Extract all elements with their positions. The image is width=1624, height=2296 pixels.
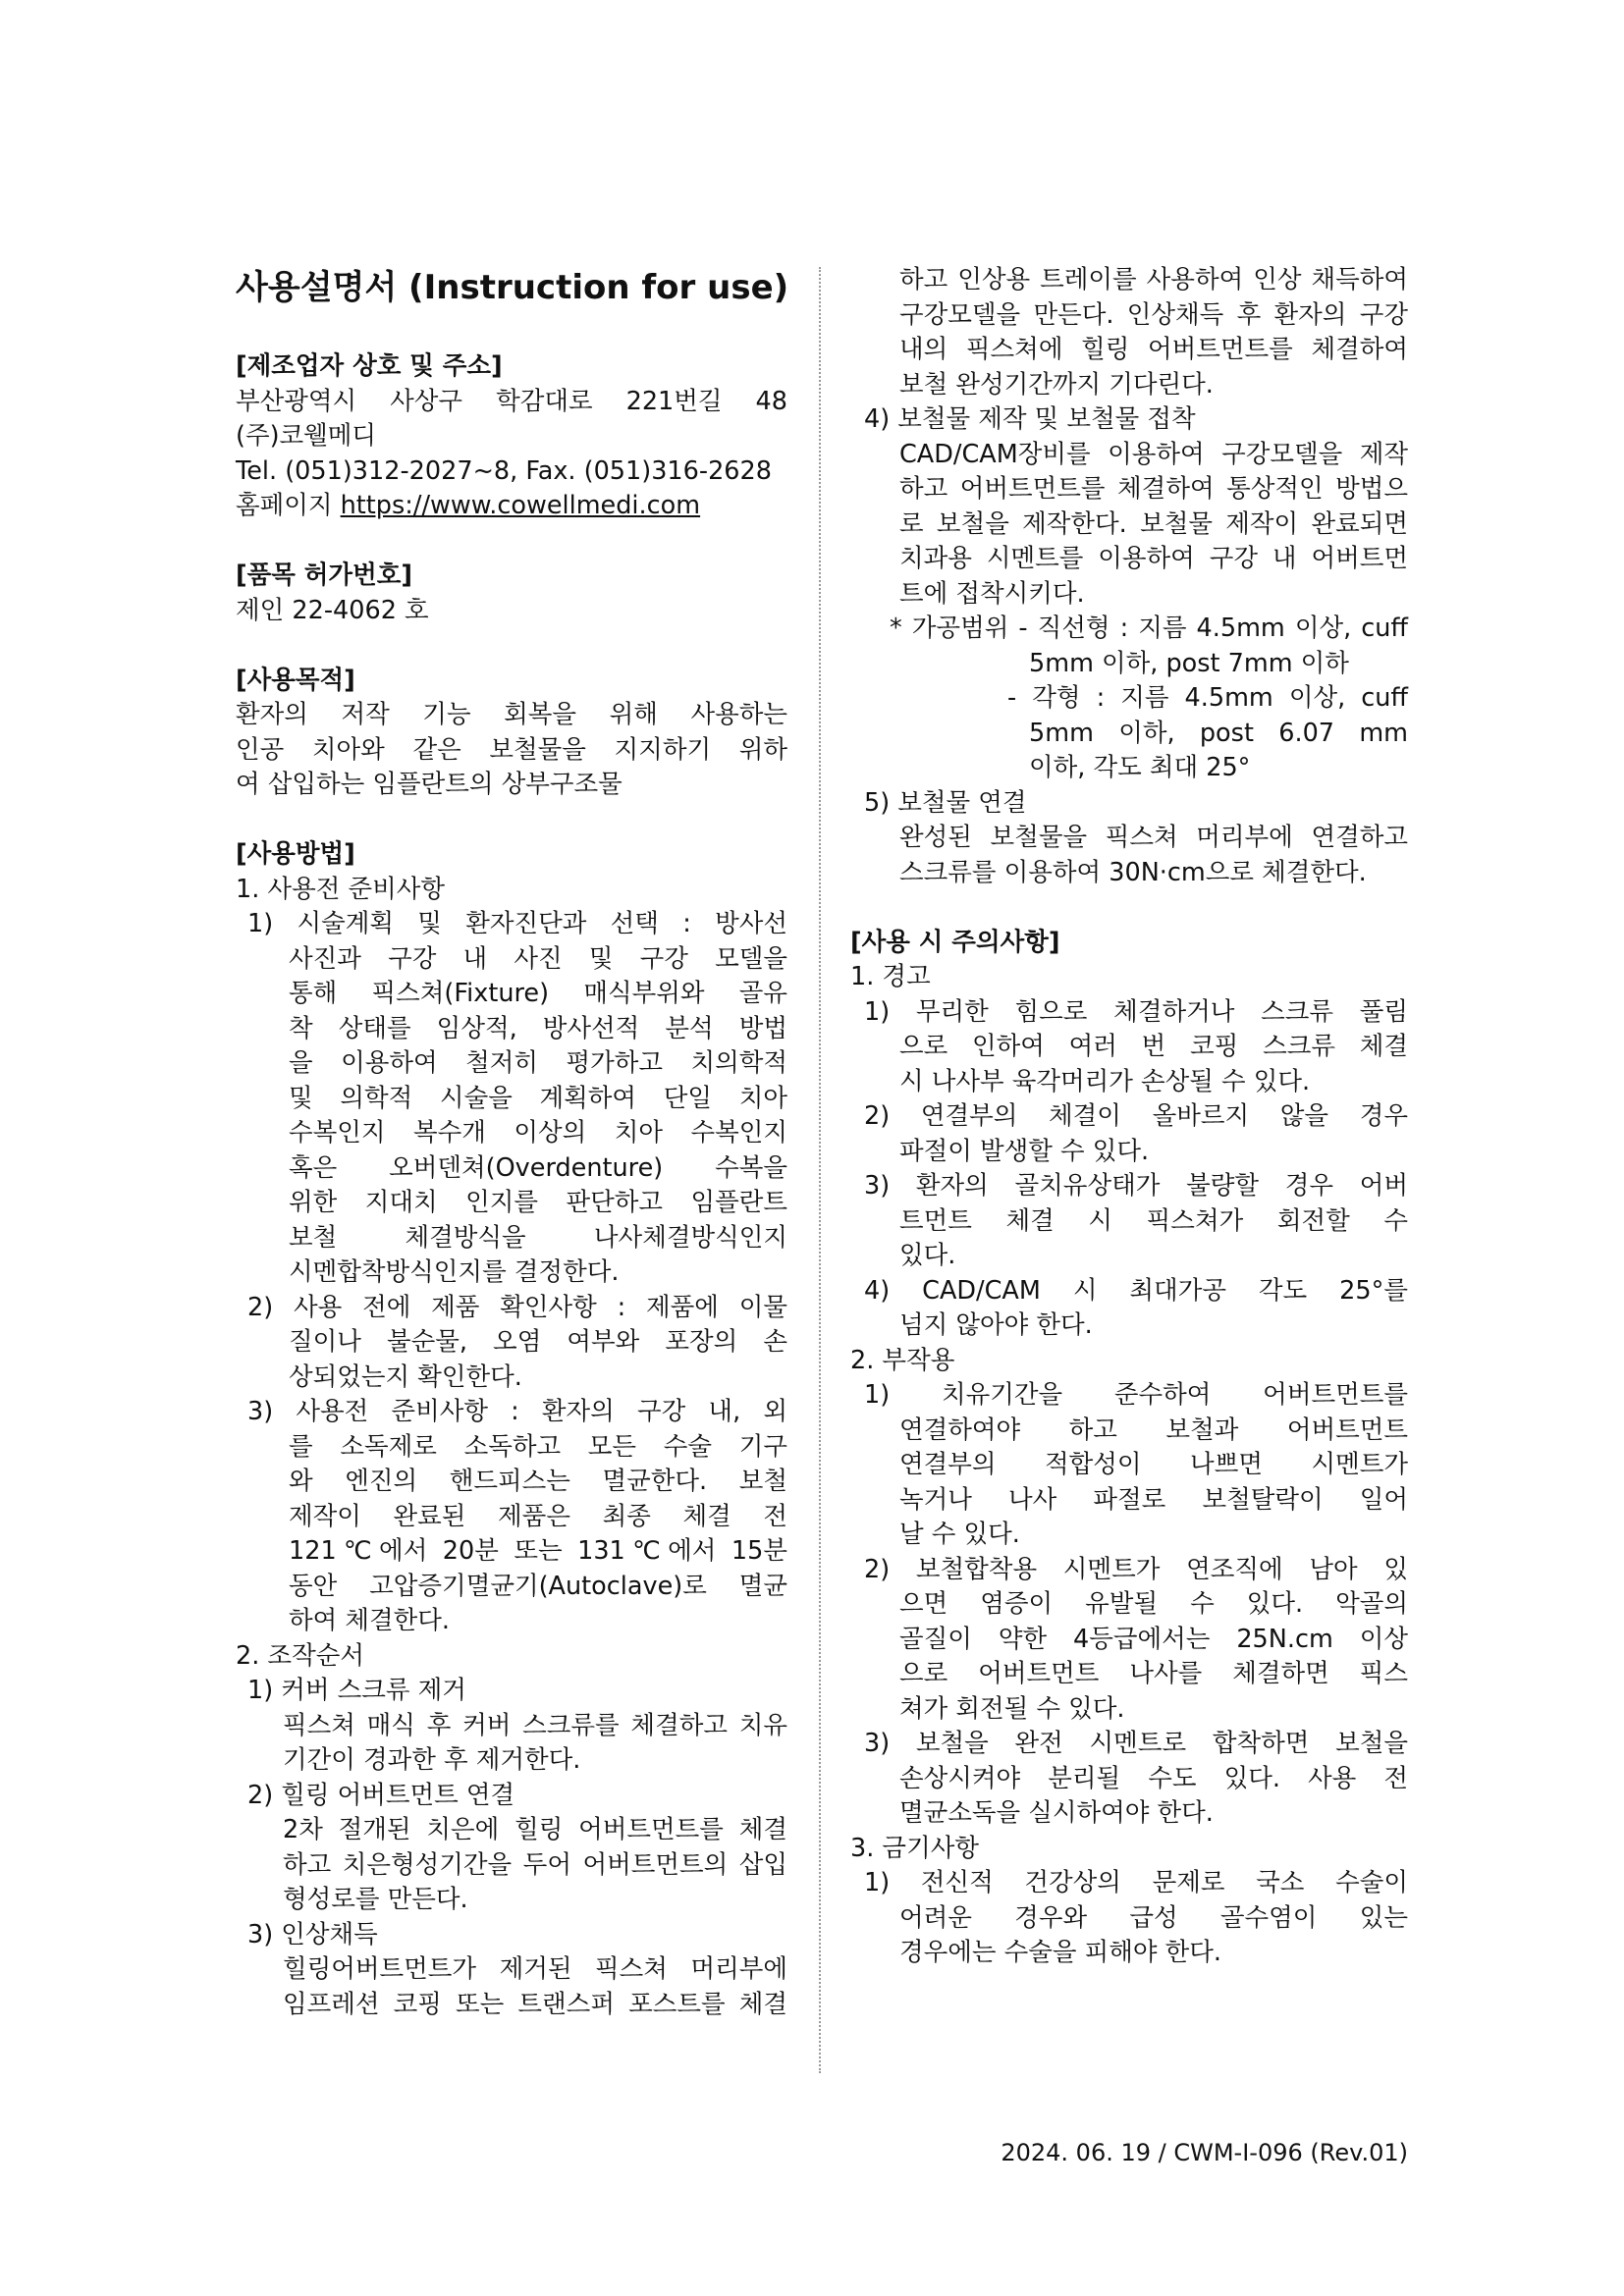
- side-effect-item3-line: 3) 보철을 완전 시멘트로 합착하면 보철을: [864, 1729, 1408, 1758]
- processing-range-line: * 가공범위 - 직선형 : 지름 4.5mm 이상, cuff: [890, 614, 1408, 643]
- usage-s1-item3-line: 제작이 완료된 제품은 최종 체결 전: [289, 1501, 787, 1531]
- usage-s1-item1-line: 수복인지 복수개 이상의 치아 수복인지: [289, 1118, 787, 1148]
- warning-item4-line: 4) CAD/CAM 시 최대가공 각도 25°를: [864, 1275, 1408, 1306]
- usage-s2-item4-line: 로 보철을 제작한다. 보철물 제작이 완료되면: [899, 508, 1408, 539]
- section-title: 3. 금기사항: [850, 1833, 979, 1863]
- warning-item3-line: 트먼트 체결 시 픽스쳐가 회전할 수: [899, 1205, 1408, 1236]
- side-effect-item2-line: 2) 보철합착용 시멘트가 연조직에 남아 있: [864, 1554, 1408, 1584]
- processing-range-line: - 각형 : 지름 4.5mm 이상, cuff: [1007, 683, 1408, 713]
- left-column: [236, 263, 787, 2022]
- usage-s2-item5-title: 5) 보철물 연결: [864, 787, 1027, 818]
- usage-s1-item1-line: 위한 지대치 인지를 판단하고 임플란트: [289, 1188, 787, 1217]
- homepage-label: 홈페이지: [236, 491, 341, 520]
- section-title: 2. 부작용: [850, 1345, 955, 1375]
- section-title: 1. 사용전 준비사항: [236, 874, 445, 904]
- usage-s1-item1-line: 보철 체결방식을 나사체결방식인지: [289, 1222, 787, 1253]
- usage-s2-item3-title: 3) 인상채득: [247, 1919, 378, 1949]
- contraindication-item1-line: 경우에는 수술을 피해야 한다.: [899, 1938, 1222, 1967]
- manufacturer-heading: [제조업자 상호 및 주소]: [236, 351, 503, 381]
- side-effect-item1-line: 녹거나 나사 파절로 보철탈락이 일어: [899, 1484, 1408, 1515]
- warning-item2-line: 2) 연결부의 체결이 올바르지 않을 경우: [864, 1101, 1408, 1131]
- usage-s2-item1-line: 기간이 경과한 후 제거한다.: [283, 1745, 581, 1775]
- section-title: 1. 경고: [850, 962, 931, 991]
- purpose-line: 환자의 저작 기능 회복을 위해 사용하는: [236, 700, 787, 729]
- usage-s1-item1-line: 사진과 구강 내 사진 및 구강 모델을: [289, 943, 787, 974]
- usage-s2-item3-line: 내의 픽스쳐에 힐링 어버트먼트를 체결하여: [899, 335, 1408, 364]
- cautions-heading: [사용 시 주의사항]: [850, 927, 1060, 957]
- usage-s2-item3-line: 보철 완성기간까지 기다린다.: [899, 369, 1214, 400]
- usage-s2-item3-line: 하고 인상용 트레이를 사용하여 인상 채득하여: [899, 265, 1408, 294]
- warning-item3-line: 3) 환자의 골치유상태가 불량할 경우 어버: [864, 1171, 1408, 1201]
- usage-s1-item1-line: 및 의학적 시술을 계획하여 단일 치아: [289, 1083, 787, 1113]
- usage-s1-item3-line: 동안 고압증기멸균기(Autoclave)로 멸균: [289, 1571, 787, 1601]
- document-title: 사용설명서 (Instruction for use): [236, 268, 789, 307]
- usage-s2-item5-line: 완성된 보철물을 픽스쳐 머리부에 연결하고: [899, 823, 1408, 852]
- contraindication-item1-line: 어려운 경우와 급성 골수염이 있는: [899, 1902, 1408, 1933]
- usage-s1-item3-line: 하여 체결한다.: [289, 1606, 451, 1635]
- warning-item2-line: 파절이 발생할 수 있다.: [899, 1136, 1150, 1166]
- homepage-link[interactable]: https://www.cowellmedi.com: [340, 491, 701, 520]
- usage-s1-item1-line: 1) 시술계획 및 환자진단과 선택 : 방사선: [247, 909, 787, 938]
- usage-s2-item4-line: 치과용 시멘트를 이용하여 구강 내 어버트먼: [899, 544, 1408, 573]
- side-effect-item3-line: 손상시켜야 분리될 수도 있다. 사용 전: [899, 1763, 1408, 1793]
- usage-s1-item1-line: 착 상태를 임상적, 방사선적 분석 방법: [289, 1013, 787, 1043]
- section-title: 2. 조작순서: [236, 1640, 364, 1671]
- processing-range-line: 5mm 이하, post 6.07 mm: [1029, 718, 1408, 748]
- usage-s2-item2-title: 2) 힐링 어버트먼트 연결: [247, 1780, 515, 1810]
- side-effect-item2-line: 골질이 약한 4등급에서는 25N.cm 이상: [899, 1624, 1408, 1654]
- contraindication-item1-line: 1) 전신적 건강상의 문제로 국소 수술이: [864, 1868, 1408, 1897]
- usage-s1-item1-line: 통해 픽스쳐(Fixture) 매식부위와 골유: [289, 979, 787, 1008]
- usage-s2-item3-line: 임프레션 코핑 또는 트랜스퍼 포스트를 체결: [283, 1989, 787, 2019]
- usage-s2-item2-line: 2차 절개된 치은에 힐링 어버트먼트를 체결: [283, 1815, 787, 1844]
- warning-item1-line: 시 나사부 육각머리가 손상될 수 있다.: [899, 1066, 1311, 1096]
- usage-s2-item4-line: CAD/CAM장비를 이용하여 구강모델을 제작: [899, 439, 1408, 469]
- usage-s2-item3-line: 구강모델을 만든다. 인상채득 후 환자의 구강: [899, 299, 1408, 330]
- usage-heading: [사용방법]: [236, 839, 355, 869]
- side-effect-item1-line: 1) 치유기간을 준수하여 어버트먼트를: [864, 1380, 1408, 1410]
- side-effect-item1-line: 날 수 있다.: [899, 1520, 1020, 1549]
- usage-s1-item2-line: 상되었는지 확인한다.: [289, 1362, 522, 1392]
- usage-s1-item3-line: 3) 사용전 준비사항 : 환자의 구강 내, 외: [247, 1397, 787, 1426]
- usage-s1-item3-line: 와 엔진의 핸드피스는 멸균한다. 보철: [289, 1467, 787, 1496]
- usage-s1-item1-line: 혹은 오버덴쳐(Overdenture) 수복을: [289, 1152, 787, 1183]
- processing-range-line: 5mm 이하, post 7mm 이하: [1029, 648, 1349, 678]
- side-effect-item3-line: 멸균소독을 실시하여야 한다.: [899, 1798, 1214, 1828]
- warning-item1-line: 1) 무리한 힘으로 체결하거나 스크류 풀림: [864, 996, 1408, 1027]
- permit-heading: [품목 허가번호]: [236, 561, 412, 590]
- manufacturer-homepage: [236, 489, 787, 524]
- usage-s1-item3-line: 121℃에서 20분 또는 131℃에서 15분: [289, 1536, 787, 1566]
- processing-range-line: 이하, 각도 최대 25°: [1029, 753, 1251, 782]
- side-effect-item1-line: 연결부의 적합성이 나쁘면 시멘트가: [899, 1450, 1408, 1479]
- purpose-line: 인공 치아와 같은 보철물을 지지하기 위하: [236, 734, 787, 765]
- usage-s2-item1-title: 1) 커버 스크류 제거: [247, 1676, 466, 1705]
- usage-s2-item2-line: 형성로를 만든다.: [283, 1885, 468, 1914]
- side-effect-item2-line: 으로 어버트먼트 나사를 체결하면 픽스: [899, 1659, 1408, 1688]
- side-effect-item1-line: 연결하여야 하고 보철과 어버트먼트: [899, 1415, 1408, 1445]
- purpose-heading: [사용목적]: [236, 665, 355, 695]
- manufacturer-address: 부산광역시 사상구 학감대로 221번길 48: [236, 386, 787, 416]
- usage-s2-item4-line: 하고 어버트먼트를 체결하여 통상적인 방법으: [899, 474, 1408, 504]
- manufacturer-company: (주)코웰메디: [236, 421, 377, 451]
- document-footer: 2024. 06. 19 / CWM-I-096 (Rev.01): [1001, 2139, 1408, 2166]
- warning-item4-line: 넘지 않아야 한다.: [899, 1310, 1093, 1340]
- usage-s2-item3-line: 힐링어버트먼트가 제거된 픽스쳐 머리부에: [283, 1954, 787, 1984]
- warning-item3-line: 있다.: [899, 1241, 956, 1270]
- usage-s1-item1-line: 시멘합착방식인지를 결정한다.: [289, 1257, 620, 1287]
- usage-s1-item2-line: 2) 사용 전에 제품 확인사항 : 제품에 이물: [247, 1292, 787, 1322]
- usage-s2-item4-line: 트에 접착시키다.: [899, 578, 1085, 609]
- usage-s1-item3-line: 를 소독제로 소독하고 모든 수술 기구: [289, 1431, 787, 1462]
- usage-s2-item1-line: 픽스쳐 매식 후 커버 스크류를 체결하고 치유: [283, 1710, 787, 1740]
- manufacturer-contact: Tel. (051)312-2027~8, Fax. (051)316-2628: [236, 455, 772, 486]
- usage-s1-item1-line: 을 이용하여 철저히 평가하고 치의학적: [289, 1048, 787, 1078]
- side-effect-item2-line: 으면 염증이 유발될 수 있다. 악골의: [899, 1589, 1408, 1619]
- usage-s2-item2-line: 하고 치은형성기간을 두어 어버트먼트의 삽입: [283, 1849, 787, 1880]
- purpose-line: 여 삽입하는 임플란트의 상부구조물: [236, 770, 623, 799]
- permit-number: 제인 22-4062 호: [236, 595, 429, 625]
- usage-s2-item4-title: 4) 보철물 제작 및 보철물 접착: [864, 404, 1196, 434]
- usage-s1-item2-line: 질이나 불순물, 오염 여부와 포장의 손: [289, 1327, 787, 1357]
- usage-s2-item5-line: 스크류를 이용하여 30N·cm으로 체결한다.: [899, 857, 1367, 887]
- warning-item1-line: 으로 인하여 여러 번 코핑 스크류 체결: [899, 1032, 1408, 1061]
- column-divider: [819, 267, 821, 2073]
- right-column: [850, 263, 1408, 1971]
- side-effect-item2-line: 쳐가 회전될 수 있다.: [899, 1693, 1125, 1724]
